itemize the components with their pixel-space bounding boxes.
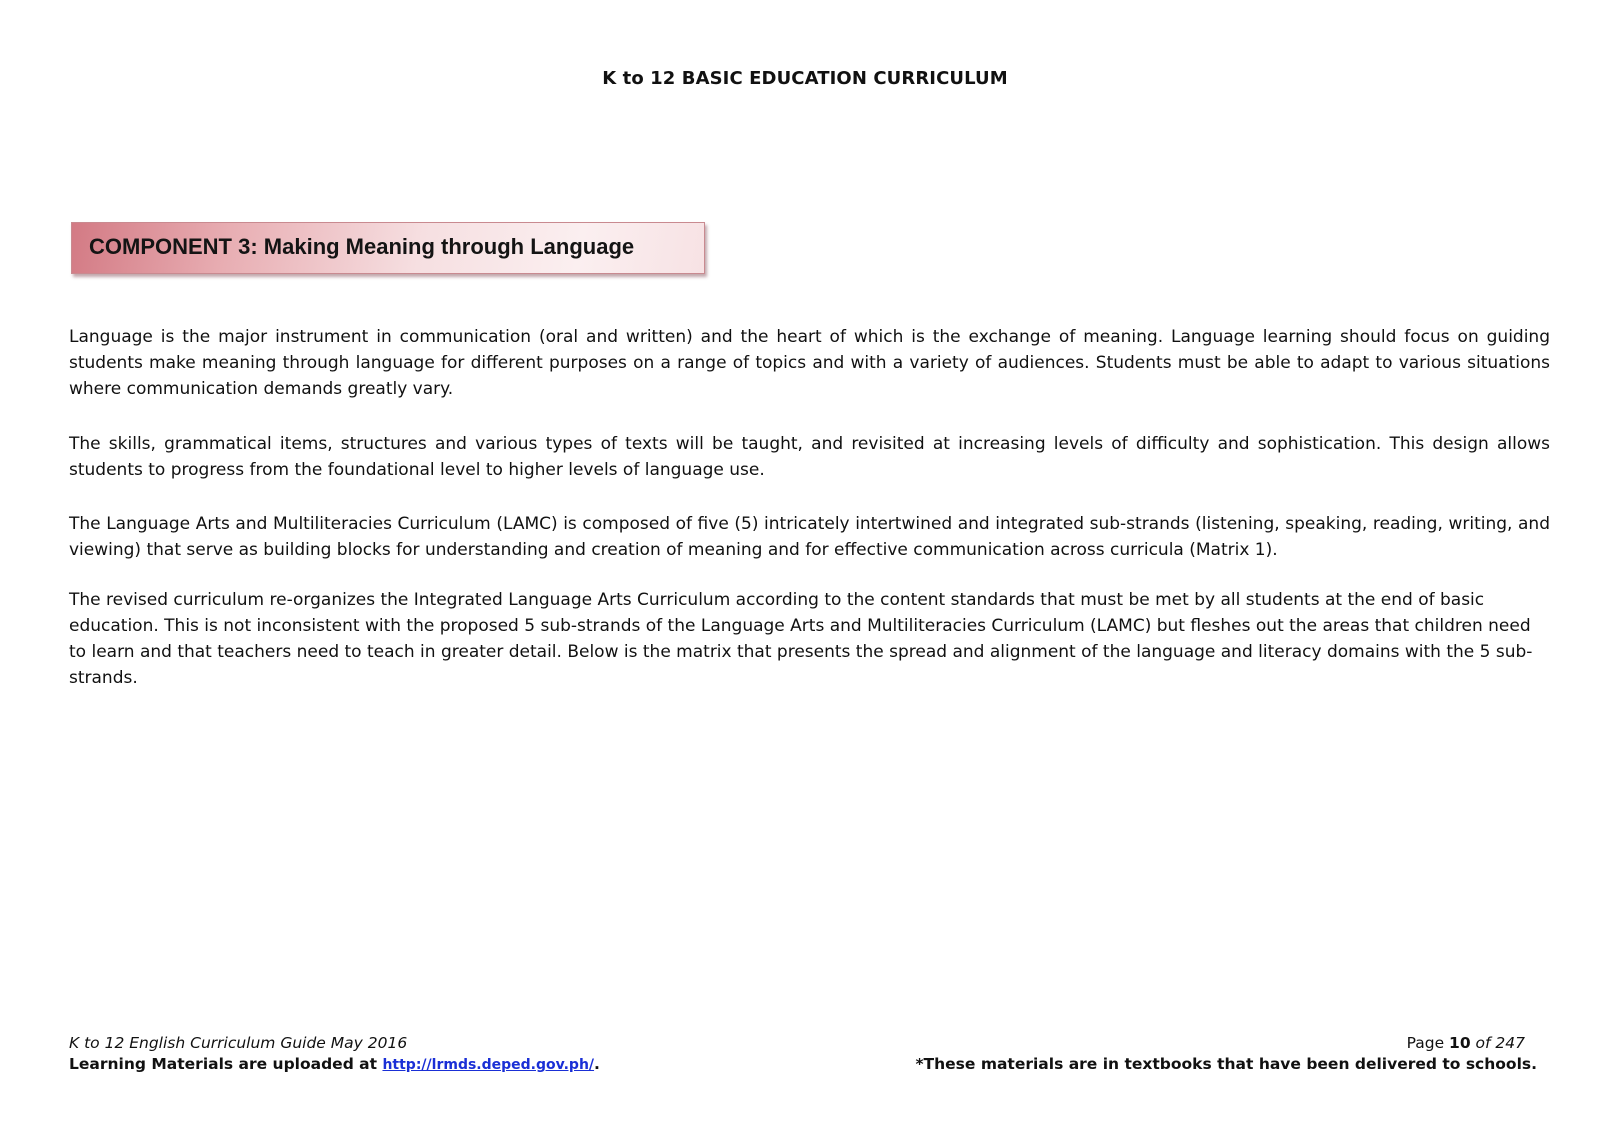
paragraph-text: Language is the major instrument in communication (oral and written) and the heart of which is the exchange of meaning. Language learning should focus on guiding students make meaning through language for different purposes on a range of topics and with a variety of audiences. Students must be able to adapt to various situations where communication demands greatly vary.: [69, 327, 1550, 399]
footer-materials-suffix: .: [594, 1055, 600, 1073]
footer-right: [915, 1033, 1537, 1075]
paragraph-text: The skills, grammatical items, structures and various types of texts will be taught, and revisited at increasing levels of difficulty and sophistication. This design allows students to progress from the foundational level to higher levels of language use.: [69, 434, 1550, 480]
component-heading-box: [71, 222, 705, 274]
footer-note: *These materials are in textbooks that have been delivered to schools.: [915, 1055, 1537, 1073]
page-indicator: [915, 1033, 1537, 1054]
footer-materials-prefix: Learning Materials are uploaded at: [69, 1055, 383, 1073]
page-total: of 247: [1470, 1034, 1525, 1052]
page-header: K to 12 BASIC EDUCATION CURRICULUM: [602, 68, 1008, 89]
paragraph-text: The Language Arts and Multiliteracies Curriculum (LAMC) is composed of five (5) intricately intertwined and integrated sub-strands (listening, speaking, reading, writing, and viewing) that serve as building blocks for understanding and creation of meaning and for effective communication across curricula (Matrix 1).: [69, 514, 1550, 560]
footer-guide-title: K to 12 English Curriculum Guide May 2016: [69, 1034, 408, 1052]
paragraph-text: The revised curriculum re-organizes the Integrated Language Arts Curriculum according to the content standards that must be met by all students at the end of basic education. This is not inconsistent with the proposed 5 sub-strands of the Language Arts and Multiliteracies Curriculum (LAMC) but fleshes out the areas that children need to learn and that teachers need to teach in greater detail. Below is the matrix that presents the spread and alignment of the language and literacy domains with the 5 sub-strands.: [69, 590, 1533, 688]
page-number: 10: [1449, 1034, 1471, 1052]
page-label: Page: [1406, 1034, 1450, 1052]
component-title: COMPONENT 3: Making Meaning through Language: [89, 234, 635, 259]
footer-left: [69, 1033, 600, 1076]
paragraph-language-instrument: [69, 324, 1550, 402]
footer-materials-line: [69, 1054, 600, 1076]
paragraph-skills-design: [69, 431, 1550, 483]
paragraph-revised-curriculum: [69, 587, 1539, 691]
lrmds-link[interactable]: http://lrmds.deped.gov.ph/: [382, 1057, 595, 1073]
paragraph-lamc-substrands: [69, 511, 1550, 563]
